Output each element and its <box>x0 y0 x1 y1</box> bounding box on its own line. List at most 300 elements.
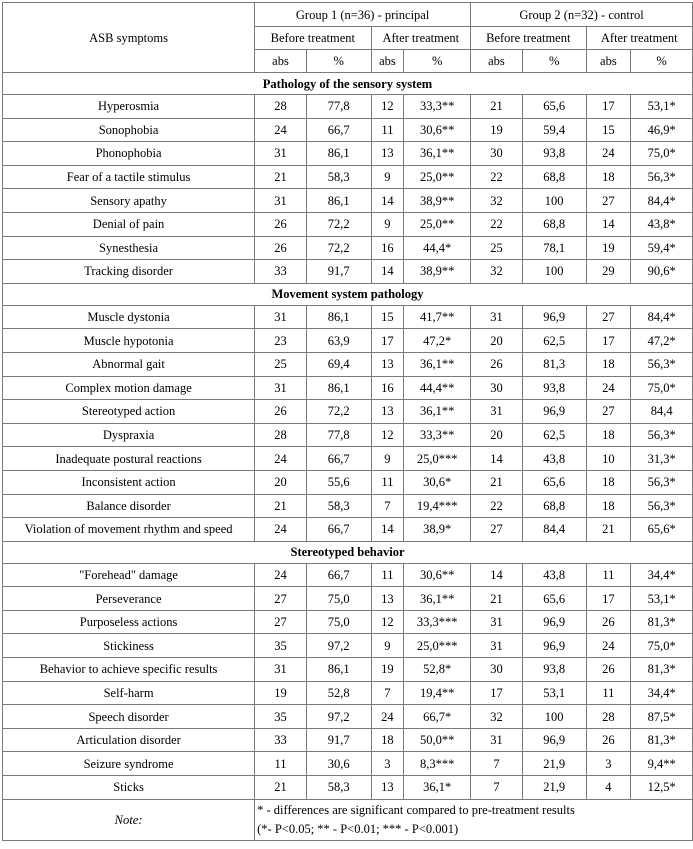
g2-after-pct: 87,5* <box>631 705 693 729</box>
g1-before-pct: 63,9 <box>306 329 371 353</box>
unit-abs-header: abs <box>255 50 307 73</box>
g1-after-abs: 12 <box>371 95 404 119</box>
g1-before-pct: 77,8 <box>306 423 371 447</box>
g2-after-pct: 90,6* <box>631 260 693 284</box>
g2-before-pct: 96,9 <box>522 728 586 752</box>
g1-before-pct: 66,7 <box>306 563 371 587</box>
g2-before-pct: 68,8 <box>522 212 586 236</box>
g1-before-abs: 28 <box>255 423 307 447</box>
symptom-name: Stickiness <box>3 634 255 658</box>
g2-after-abs: 27 <box>586 305 631 329</box>
g1-after-pct: 30,6** <box>404 563 471 587</box>
symptom-name: Perseverance <box>3 587 255 611</box>
table-row <box>3 470 693 494</box>
g1-before-pct: 91,7 <box>306 260 371 284</box>
g1-before-pct: 86,1 <box>306 189 371 213</box>
symptom-name: Behavior to achieve specific results <box>3 658 255 682</box>
g1-after-abs: 14 <box>371 518 404 542</box>
g2-after-abs: 15 <box>586 118 631 142</box>
g2-after-abs: 29 <box>586 260 631 284</box>
symptom-name: Phonophobia <box>3 142 255 166</box>
g1-after-pct: 33,3*** <box>404 610 471 634</box>
g2-after-pct: 53,1* <box>631 587 693 611</box>
table-row <box>3 610 693 634</box>
table-row <box>3 563 693 587</box>
symptom-name: Denial of pain <box>3 212 255 236</box>
g1-after-pct: 38,9** <box>404 260 471 284</box>
g2-after-abs: 24 <box>586 142 631 166</box>
table-row <box>3 212 693 236</box>
g2-after-abs: 26 <box>586 658 631 682</box>
g2-after-abs: 3 <box>586 752 631 776</box>
g1-after-abs: 9 <box>371 634 404 658</box>
g2-before-pct: 93,8 <box>522 376 586 400</box>
table-row <box>3 518 693 542</box>
g2-before-pct: 59,4 <box>522 118 586 142</box>
g2-after-pct: 56,3* <box>631 470 693 494</box>
g2-before-pct: 43,8 <box>522 447 586 471</box>
g2-after-abs: 10 <box>586 447 631 471</box>
g2-after-pct: 53,1* <box>631 95 693 119</box>
g1-after-pct: 38,9** <box>404 189 471 213</box>
g1-after-abs: 16 <box>371 376 404 400</box>
unit-abs-header: abs <box>471 50 523 73</box>
g1-before-abs: 21 <box>255 776 307 800</box>
g2-before-abs: 31 <box>471 634 523 658</box>
g2-after-abs: 18 <box>586 470 631 494</box>
unit-pct-header: % <box>404 50 471 73</box>
g2-before-pct: 53,1 <box>522 681 586 705</box>
g2-after-abs: 17 <box>586 587 631 611</box>
g2-after-abs: 24 <box>586 376 631 400</box>
g1-after-pct: 36,1** <box>404 142 471 166</box>
g1-before-abs: 24 <box>255 518 307 542</box>
g1-after-abs: 13 <box>371 352 404 376</box>
g1-after-abs: 11 <box>371 118 404 142</box>
g1-after-pct: 25,0** <box>404 165 471 189</box>
g2-before-abs: 14 <box>471 447 523 471</box>
g1-before-pct: 66,7 <box>306 447 371 471</box>
g1-after-pct: 36,1** <box>404 352 471 376</box>
g1-after-abs: 11 <box>371 470 404 494</box>
symptom-name: Speech disorder <box>3 705 255 729</box>
g2-after-abs: 26 <box>586 610 631 634</box>
g1-after-abs: 14 <box>371 189 404 213</box>
g2-after-pct: 31,3* <box>631 447 693 471</box>
symptom-name: Violation of movement rhythm and speed <box>3 518 255 542</box>
g2-before-abs: 21 <box>471 587 523 611</box>
g2-after-pct: 75,0* <box>631 142 693 166</box>
g1-before-pct: 66,7 <box>306 118 371 142</box>
g2-before-abs: 26 <box>471 352 523 376</box>
g2-after-pct: 84,4 <box>631 400 693 424</box>
table-row <box>3 305 693 329</box>
section-title: Movement system pathology <box>3 283 693 305</box>
g2-before-pct: 96,9 <box>522 400 586 424</box>
g1-before-abs: 31 <box>255 658 307 682</box>
note-line-2: (*- P<0.05; ** - P<0.01; *** - P<0.001) <box>257 821 459 836</box>
g1-before-pct: 86,1 <box>306 142 371 166</box>
g1-after-pct: 38,9* <box>404 518 471 542</box>
g2-after-abs: 26 <box>586 728 631 752</box>
g1-after-pct: 36,1* <box>404 776 471 800</box>
g2-after-abs: 18 <box>586 165 631 189</box>
table-row <box>3 376 693 400</box>
unit-abs-header: abs <box>586 50 631 73</box>
g1-before-abs: 24 <box>255 118 307 142</box>
g2-before-abs: 7 <box>471 752 523 776</box>
g1-after-pct: 25,0** <box>404 212 471 236</box>
unit-pct-header: % <box>522 50 586 73</box>
table-row <box>3 728 693 752</box>
note-row <box>3 799 693 840</box>
g2-after-pct: 81,3* <box>631 728 693 752</box>
symptom-name: Sonophobia <box>3 118 255 142</box>
unit-pct-header: % <box>631 50 693 73</box>
g2-before-pct: 100 <box>522 705 586 729</box>
symptom-name: Inconsistent action <box>3 470 255 494</box>
g2-before-pct: 96,9 <box>522 634 586 658</box>
g2-after-pct: 12,5* <box>631 776 693 800</box>
g2-before-pct: 100 <box>522 189 586 213</box>
g2-after-pct: 59,4* <box>631 236 693 260</box>
g2-before-abs: 21 <box>471 95 523 119</box>
g1-after-pct: 25,0*** <box>404 634 471 658</box>
g2-before-pct: 65,6 <box>522 95 586 119</box>
g2-after-abs: 18 <box>586 423 631 447</box>
g1-after-pct: 33,3** <box>404 423 471 447</box>
g1-before-pct: 55,6 <box>306 470 371 494</box>
g2-before-abs: 31 <box>471 610 523 634</box>
g1-before-abs: 31 <box>255 142 307 166</box>
g1-before-pct: 86,1 <box>306 658 371 682</box>
g2-before-abs: 19 <box>471 118 523 142</box>
g1-after-pct: 50,0** <box>404 728 471 752</box>
g1-after-abs: 19 <box>371 658 404 682</box>
g2-after-abs: 28 <box>586 705 631 729</box>
g2-after-abs: 27 <box>586 400 631 424</box>
asb-symptoms-table <box>2 2 693 841</box>
g2-after-pct: 47,2* <box>631 329 693 353</box>
g1-after-pct: 44,4* <box>404 236 471 260</box>
g1-before-pct: 77,8 <box>306 95 371 119</box>
g2-after-pct: 56,3* <box>631 494 693 518</box>
g1-after-pct: 30,6* <box>404 470 471 494</box>
section-row <box>3 73 693 95</box>
g2-before-abs: 30 <box>471 658 523 682</box>
g2-after-abs: 11 <box>586 563 631 587</box>
g1-before-pct: 86,1 <box>306 305 371 329</box>
g1-before-abs: 27 <box>255 587 307 611</box>
g1-after-pct: 52,8* <box>404 658 471 682</box>
g1-after-pct: 19,4** <box>404 681 471 705</box>
g1-before-pct: 58,3 <box>306 165 371 189</box>
g2-after-abs: 18 <box>586 494 631 518</box>
g1-after-pct: 25,0*** <box>404 447 471 471</box>
g2-before-abs: 27 <box>471 518 523 542</box>
g2-before-pct: 78,1 <box>522 236 586 260</box>
g2-after-pct: 34,4* <box>631 563 693 587</box>
note-line-1: * - differences are significant compared to pre-treatment results <box>257 802 575 817</box>
g1-after-abs: 9 <box>371 212 404 236</box>
symptom-name: Muscle dystonia <box>3 305 255 329</box>
g1-after-abs: 17 <box>371 329 404 353</box>
g2-before-pct: 100 <box>522 260 586 284</box>
g1-before-pct: 72,2 <box>306 236 371 260</box>
group2-after-header: After treatment <box>586 27 693 50</box>
g2-before-pct: 68,8 <box>522 494 586 518</box>
group2-before-header: Before treatment <box>471 27 586 50</box>
section-row <box>3 283 693 305</box>
g2-before-abs: 31 <box>471 400 523 424</box>
g1-before-abs: 21 <box>255 494 307 518</box>
g1-before-pct: 97,2 <box>306 634 371 658</box>
g1-after-pct: 47,2* <box>404 329 471 353</box>
g2-before-pct: 62,5 <box>522 329 586 353</box>
g2-after-pct: 84,4* <box>631 189 693 213</box>
g1-before-abs: 20 <box>255 470 307 494</box>
g1-before-pct: 72,2 <box>306 212 371 236</box>
group2-header: Group 2 (n=32) - control <box>471 3 693 27</box>
g2-before-abs: 22 <box>471 212 523 236</box>
g1-before-abs: 31 <box>255 305 307 329</box>
g2-after-pct: 34,4* <box>631 681 693 705</box>
g2-before-abs: 21 <box>471 470 523 494</box>
g1-before-pct: 75,0 <box>306 587 371 611</box>
g1-before-abs: 31 <box>255 189 307 213</box>
g2-after-abs: 17 <box>586 95 631 119</box>
g1-after-abs: 11 <box>371 563 404 587</box>
g2-after-pct: 84,4* <box>631 305 693 329</box>
symptom-name: Synesthesia <box>3 236 255 260</box>
g2-before-pct: 65,6 <box>522 587 586 611</box>
g2-after-abs: 11 <box>586 681 631 705</box>
table-row <box>3 165 693 189</box>
group1-after-header: After treatment <box>371 27 471 50</box>
g1-before-abs: 27 <box>255 610 307 634</box>
g2-after-pct: 65,6* <box>631 518 693 542</box>
table-row <box>3 95 693 119</box>
g1-after-abs: 13 <box>371 776 404 800</box>
symptom-name: Fear of a tactile stimulus <box>3 165 255 189</box>
g1-before-abs: 24 <box>255 447 307 471</box>
g2-before-abs: 25 <box>471 236 523 260</box>
table-row <box>3 118 693 142</box>
table-row <box>3 494 693 518</box>
g1-after-abs: 13 <box>371 400 404 424</box>
g1-before-pct: 30,6 <box>306 752 371 776</box>
symptom-name: Balance disorder <box>3 494 255 518</box>
g1-before-abs: 25 <box>255 352 307 376</box>
g1-after-abs: 14 <box>371 260 404 284</box>
g1-after-pct: 19,4*** <box>404 494 471 518</box>
g2-before-abs: 22 <box>471 494 523 518</box>
g2-before-abs: 30 <box>471 142 523 166</box>
table-row <box>3 705 693 729</box>
g1-after-abs: 12 <box>371 423 404 447</box>
g1-before-pct: 52,8 <box>306 681 371 705</box>
section-title: Pathology of the sensory system <box>3 73 693 95</box>
g2-before-pct: 43,8 <box>522 563 586 587</box>
g2-before-pct: 81,3 <box>522 352 586 376</box>
g1-after-abs: 7 <box>371 494 404 518</box>
g2-after-abs: 17 <box>586 329 631 353</box>
g2-before-abs: 31 <box>471 305 523 329</box>
g1-before-pct: 72,2 <box>306 400 371 424</box>
section-title: Stereotyped behavior <box>3 541 693 563</box>
g1-after-abs: 7 <box>371 681 404 705</box>
g2-before-pct: 65,6 <box>522 470 586 494</box>
g2-after-abs: 21 <box>586 518 631 542</box>
g2-before-abs: 32 <box>471 260 523 284</box>
table-row <box>3 400 693 424</box>
g1-after-abs: 24 <box>371 705 404 729</box>
g2-before-pct: 68,8 <box>522 165 586 189</box>
g1-after-abs: 12 <box>371 610 404 634</box>
g1-after-pct: 33,3** <box>404 95 471 119</box>
g1-before-pct: 97,2 <box>306 705 371 729</box>
g2-after-pct: 56,3* <box>631 423 693 447</box>
g1-before-abs: 33 <box>255 728 307 752</box>
g1-before-pct: 91,7 <box>306 728 371 752</box>
g2-before-pct: 21,9 <box>522 752 586 776</box>
g2-after-pct: 81,3* <box>631 610 693 634</box>
symptom-name: Sticks <box>3 776 255 800</box>
g2-after-abs: 18 <box>586 352 631 376</box>
g1-before-abs: 11 <box>255 752 307 776</box>
symptom-name: Muscle hypotonia <box>3 329 255 353</box>
symptom-name: Stereotyped action <box>3 400 255 424</box>
g2-before-pct: 93,8 <box>522 658 586 682</box>
group1-header: Group 1 (n=36) - principal <box>255 3 471 27</box>
note-label: Note: <box>3 799 255 840</box>
g1-after-abs: 9 <box>371 447 404 471</box>
g2-after-abs: 4 <box>586 776 631 800</box>
symptom-name: Purposeless actions <box>3 610 255 634</box>
g1-before-abs: 23 <box>255 329 307 353</box>
g1-before-abs: 31 <box>255 376 307 400</box>
symptom-name: Dyspraxia <box>3 423 255 447</box>
g2-before-pct: 62,5 <box>522 423 586 447</box>
table-row <box>3 587 693 611</box>
g2-after-pct: 56,3* <box>631 352 693 376</box>
g2-before-pct: 21,9 <box>522 776 586 800</box>
g1-before-pct: 58,3 <box>306 494 371 518</box>
g1-after-abs: 9 <box>371 165 404 189</box>
g1-after-pct: 30,6** <box>404 118 471 142</box>
table-row <box>3 329 693 353</box>
g2-before-abs: 22 <box>471 165 523 189</box>
g2-after-pct: 81,3* <box>631 658 693 682</box>
g2-after-abs: 24 <box>586 634 631 658</box>
g2-before-abs: 14 <box>471 563 523 587</box>
g2-after-abs: 27 <box>586 189 631 213</box>
g1-before-abs: 26 <box>255 212 307 236</box>
g2-before-pct: 84,4 <box>522 518 586 542</box>
table-row <box>3 752 693 776</box>
g2-after-pct: 9,4** <box>631 752 693 776</box>
g2-before-abs: 17 <box>471 681 523 705</box>
g1-before-abs: 26 <box>255 400 307 424</box>
symptom-name: "Forehead" damage <box>3 563 255 587</box>
g1-before-pct: 86,1 <box>306 376 371 400</box>
table-row <box>3 447 693 471</box>
g2-after-pct: 75,0* <box>631 634 693 658</box>
table-row <box>3 634 693 658</box>
g1-before-abs: 28 <box>255 95 307 119</box>
g2-after-pct: 75,0* <box>631 376 693 400</box>
g1-after-abs: 15 <box>371 305 404 329</box>
g1-before-pct: 75,0 <box>306 610 371 634</box>
table-row <box>3 236 693 260</box>
g1-after-abs: 3 <box>371 752 404 776</box>
section-row <box>3 541 693 563</box>
symptom-name: Tracking disorder <box>3 260 255 284</box>
g1-after-pct: 36,1** <box>404 400 471 424</box>
g2-before-abs: 7 <box>471 776 523 800</box>
g2-after-pct: 46,9* <box>631 118 693 142</box>
symptom-name: Inadequate postural reactions <box>3 447 255 471</box>
table-row <box>3 189 693 213</box>
g1-before-abs: 33 <box>255 260 307 284</box>
table-row <box>3 681 693 705</box>
table-row <box>3 352 693 376</box>
g2-before-abs: 32 <box>471 705 523 729</box>
g2-before-pct: 96,9 <box>522 305 586 329</box>
g2-before-abs: 31 <box>471 728 523 752</box>
g1-before-abs: 35 <box>255 634 307 658</box>
symptom-name: Sensory apathy <box>3 189 255 213</box>
g1-after-pct: 66,7* <box>404 705 471 729</box>
symptom-name: Hyperosmia <box>3 95 255 119</box>
g1-after-pct: 41,7** <box>404 305 471 329</box>
table-row <box>3 260 693 284</box>
table-row <box>3 776 693 800</box>
symptom-name: Articulation disorder <box>3 728 255 752</box>
g2-before-abs: 32 <box>471 189 523 213</box>
g2-after-abs: 19 <box>586 236 631 260</box>
g1-before-pct: 66,7 <box>306 518 371 542</box>
g1-after-pct: 44,4** <box>404 376 471 400</box>
header-row-groups <box>3 3 693 27</box>
g1-before-pct: 69,4 <box>306 352 371 376</box>
note-text <box>255 799 693 840</box>
g1-before-abs: 24 <box>255 563 307 587</box>
g2-after-abs: 14 <box>586 212 631 236</box>
g1-after-abs: 18 <box>371 728 404 752</box>
unit-abs-header: abs <box>371 50 404 73</box>
g2-before-abs: 20 <box>471 329 523 353</box>
symptoms-header: ASB symptoms <box>3 3 255 73</box>
g2-before-pct: 93,8 <box>522 142 586 166</box>
g2-before-pct: 96,9 <box>522 610 586 634</box>
symptom-name: Complex motion damage <box>3 376 255 400</box>
unit-pct-header: % <box>306 50 371 73</box>
g1-after-pct: 36,1** <box>404 587 471 611</box>
symptom-name: Self-harm <box>3 681 255 705</box>
g1-before-pct: 58,3 <box>306 776 371 800</box>
group1-before-header: Before treatment <box>255 27 371 50</box>
g1-after-abs: 16 <box>371 236 404 260</box>
g2-after-pct: 56,3* <box>631 165 693 189</box>
g1-after-abs: 13 <box>371 142 404 166</box>
table-row <box>3 423 693 447</box>
g1-before-abs: 35 <box>255 705 307 729</box>
g1-before-abs: 19 <box>255 681 307 705</box>
g2-before-abs: 30 <box>471 376 523 400</box>
g1-before-abs: 26 <box>255 236 307 260</box>
symptom-name: Seizure syndrome <box>3 752 255 776</box>
